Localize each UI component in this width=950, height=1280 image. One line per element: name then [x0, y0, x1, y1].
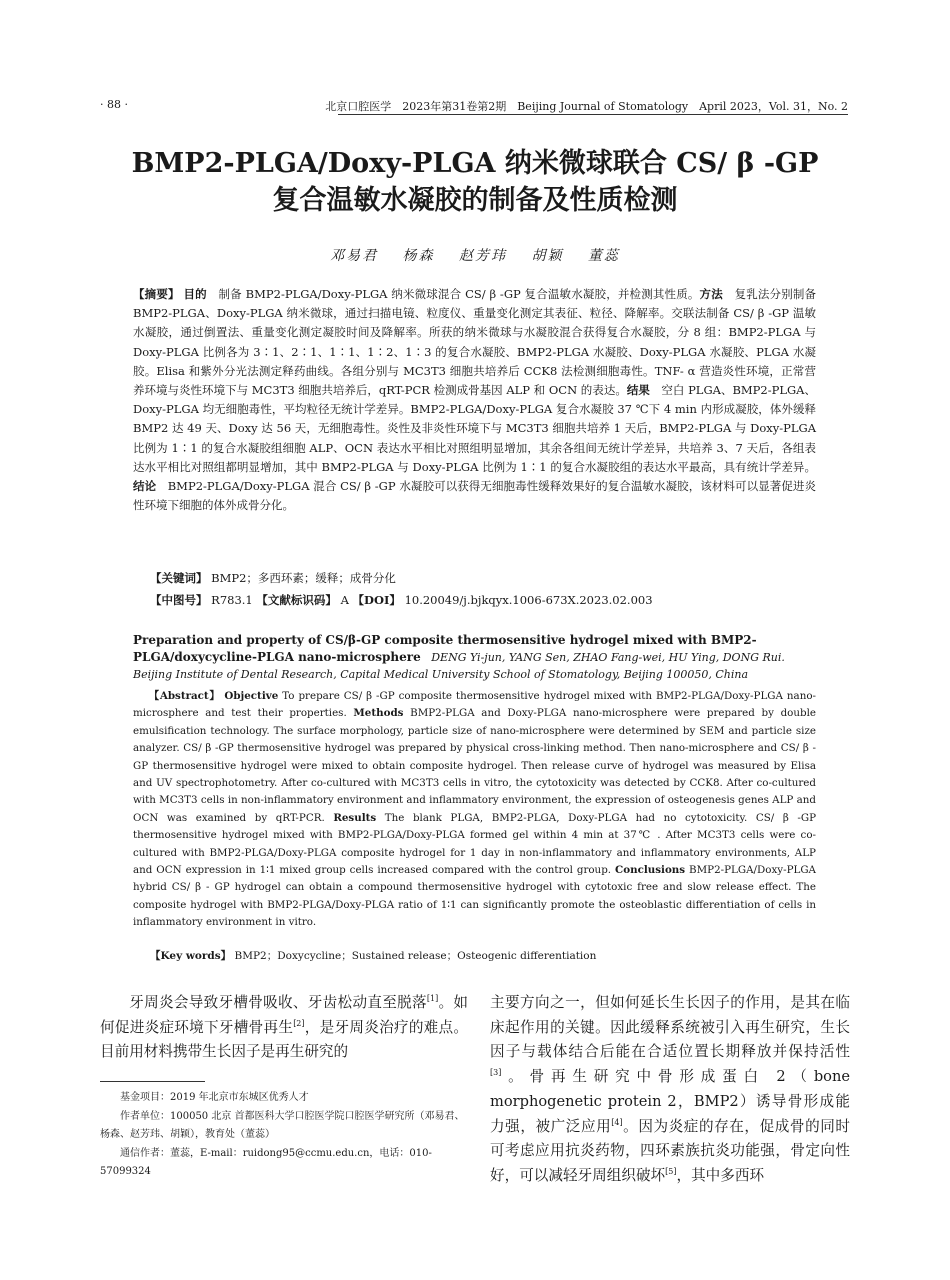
author: 董蕊 — [587, 248, 620, 264]
body-text: ，其中多西环 — [676, 1166, 765, 1184]
doi-value: 10.20049/j.bjkqyx.1006-673X.2023.02.003 — [404, 593, 653, 607]
en-objective-text: To prepare CS/ β -GP composite thermosensitive hydrogel mixed with BMP2-PLGA/Doxy-PLGA nano-microsphere and test their properties. — [133, 690, 817, 720]
page-number: · 88 · — [100, 98, 128, 111]
citation: [2] — [293, 1018, 305, 1028]
english-title: Preparation and property of CS/β-GP composite thermosensitive hydrogel mixed with BMP2-PLGA/doxycycline-PLGA nano-microsphere — [133, 633, 757, 664]
footnote-fund: 基金项目：2019 年北京市东城区优秀人才 — [120, 1092, 309, 1103]
classification-line — [150, 591, 653, 610]
running-header: 北京口腔医学 2023年第31卷第2期 Beijing Journal of Stomatology April 2023，Vol. 31，No. 2 — [325, 100, 848, 113]
footnote-correspondence: 通信作者：董蕊，E-mail：ruidong95@ccmu.edu.cn，电话：010-57099324 — [100, 1147, 432, 1177]
author-list — [0, 245, 950, 265]
body-text: ，是牙周炎治疗的难点。目前用材料携带生长因子是再生研究的 — [100, 1018, 468, 1061]
body-column-right — [490, 991, 850, 1189]
english-title-block — [133, 632, 816, 683]
clc-value: R783.1 — [211, 593, 253, 607]
results-text: 空白 PLGA、BMP2-PLGA、Doxy-PLGA 均无细胞毒性，平均粒径无统计学差异。BMP2-PLGA/Doxy-PLGA 复合水凝胶 37 ℃下 4 min 内形成凝胶，体外缓释 BMP2 达 49 天、Doxy 达 56 天，无细胞毒性。炎性及非炎性环境下与 MC3T3 细胞共培养 1 天后，BMP2-PLGA 与 Doxy-PLGA 比例为 1∶1 的复合水凝胶组细胞 ALP、OCN 表达水平相比对照组明显增加，其余各组间无统计学差异，共培养 3、7 天后，各组表达水平相比对照组都明显增加，其中 BMP2-PLGA 与 Doxy-PLGA 比例为 1∶1 的复合水凝胶组的表达水平最高，具有统计学差异。 — [133, 383, 816, 474]
methods-label: 方法 — [699, 287, 723, 301]
en-results-label: Results — [333, 811, 377, 824]
en-keywords-text: BMP2；Doxycycline；Sustained release；Osteogenic differentiation — [234, 950, 597, 962]
conclusion-label: 结论 — [133, 479, 157, 494]
doc-code-value: A — [340, 593, 349, 607]
citation: [1] — [426, 994, 439, 1004]
author: 杨森 — [402, 248, 435, 264]
en-conclusions-text: BMP2-PLGA/Doxy-PLGA hybrid CS/ β - GP hydrogel can obtain a compound thermosensitive hydrogel with cytotoxic free and slow release effect. The composite hydrogel with BMP2-PLGA/Doxy-PLGA ratio of 1∶1 can significantly promote the osteoblastic differentiation of cells in inflammatory environment in vitro. — [133, 864, 816, 929]
title-line-1: BMP2-PLGA/Doxy-PLGA 纳米微球联合 CS/ β -GP — [131, 148, 819, 179]
keywords-english — [150, 948, 596, 963]
clc-label: 【中图号】 — [150, 593, 208, 607]
header-rule — [338, 114, 848, 115]
keywords-chinese — [150, 569, 396, 588]
en-keywords-label: 【Key words】 — [150, 950, 232, 962]
doc-code-label: 【文献标识码】 — [256, 593, 337, 607]
author: 邓易君 — [330, 248, 379, 264]
abstract-chinese — [133, 285, 816, 515]
english-authors: DENG Yi-jun, YANG Sen, ZHAO Fang-wei, HU Ying, DONG Rui. Beijing Institute of Dental Research, Capital Medical University School of Stomatology, Beijing 100050, China — [133, 651, 785, 681]
body-text: 。因为炎症的存在，促成骨的同时可考虑应用抗炎药物，四环素族抗炎功能强，骨定向性好，可以减轻牙周组织破坏 — [490, 1117, 850, 1184]
keywords-text: BMP2；多西环素；缓释；成骨分化 — [211, 571, 396, 585]
abstract-english — [133, 688, 816, 932]
en-abstract-label: 【Abstract】 — [148, 690, 221, 702]
en-results-text: The blank PLGA, BMP2-PLGA, Doxy-PLGA had no cytotoxicity. CS/ β -GP thermosensitive hydrogel mixed with BMP2-PLGA/Doxy-PLGA formed gel within 4 min at 37℃ . After MC3T3 cells were co-cultured with BMP2-PLGA/Doxy-PLGA composite hydrogel for 1 day in non-inflammatory and inflammatory environments, ALP and OCN expression in 1∶1 mixed group cells increased compared with the control group. — [133, 811, 817, 877]
en-conclusions-label: Conclusions — [615, 864, 686, 877]
body-text: 。骨再生研究中骨形成蛋白 2（bone morphogenetic protein 2，BMP2）诱导骨形成能力强，被广泛应用 — [490, 1068, 850, 1135]
objective-label: 目的 — [183, 287, 207, 301]
keywords-label: 【关键词】 — [150, 571, 208, 585]
footnote-rule — [100, 1081, 205, 1082]
footnote-affiliation: 作者单位：100050 北京 首都医科大学口腔医学院口腔医学研究所（邓易君、杨森、赵芳玮、胡颖），教育处（董蕊） — [100, 1110, 465, 1140]
en-objective-label: Objective — [224, 690, 279, 702]
title-line-2: 复合温敏水凝胶的制备及性质检测 — [272, 185, 678, 216]
body-column-left — [100, 991, 468, 1065]
article-title — [60, 145, 890, 219]
citation: [4] — [611, 1117, 623, 1127]
doi-label: 【DOI】 — [352, 593, 401, 607]
en-methods-label: Methods — [353, 707, 404, 720]
body-text: 。如何促进炎症环境下牙槽骨再生 — [100, 994, 468, 1036]
citation: [3] — [490, 1068, 502, 1078]
results-label: 结果 — [626, 383, 650, 398]
author: 赵芳玮 — [459, 248, 507, 264]
abstract-label: 【摘要】 — [133, 287, 180, 301]
body-text: 主要方向之一，但如何延长生长因子的作用，是其在临床起作用的关键。因此缓释系统被引入再生研究，生长因子与载体结合后能在合适位置长期释放并保持活性 — [490, 994, 850, 1061]
author: 胡颖 — [531, 248, 564, 264]
objective-text: 制备 BMP2-PLGA/Doxy-PLGA 纳米微球混合 CS/ β -GP 复合温敏水凝胶，并检测其性质。 — [218, 287, 700, 301]
en-methods-text: BMP2-PLGA and Doxy-PLGA nano-microsphere were prepared by double emulsification technology. The surface morphology, particle size of nano-microsphere were determined by SEM and particle size analyzer. CS/ β -GP thermosensitive hydrogel was prepared by physical cross-linking method. Then nano-microsphere and CS/ β -GP thermosensitive hydrogel were mixed to obtain composite hydrogel. Then release curve of hydrogel was measured by Elisa and UV spectrophotometry. After co-cultured with MC3T3 cells in vitro, the cytotoxicity was detected by CCK8. After co-cultured with MC3T3 cells in non-inflammatory environment and inflammatory environment, the expression of osteogenesis genes ALP and OCN was examined by qRT-PCR. — [133, 707, 816, 824]
methods-text: 复乳法分别制备 BMP2-PLGA、Doxy-PLGA 纳米微球，通过扫描电镜、粒度仪、重量变化测定其表征、粒径、降解率。交联法制备 CS/ β -GP 温敏水凝胶，通过倒置法、重量变化测定凝胶时间及降解率。所获的纳米微球与水凝胶混合获得复合水凝胶，分 8 组：BMP2-PLGA 与 Doxy-PLGA 比例各为 3∶1、2∶1、1∶1、1∶2、1∶3 的复合水凝胶、BMP2-PLGA 水凝胶、Doxy-PLGA 水凝胶、PLGA 水凝胶。Elisa 和紫外分光法测定释药曲线。各组分别与 MC3T3 细胞共培养后 CCK8 法检测细胞毒性。TNF- α 营造炎性环境，正常营养环境与炎性环境下与 MC3T3 细胞共培养后，qRT-PCR 检测成骨基因 ALP 和 OCN 的表达。 — [133, 287, 817, 398]
footnotes — [100, 1089, 468, 1182]
conclusion-text: BMP2-PLGA/Doxy-PLGA 混合 CS/ β -GP 水凝胶可以获得无细胞毒性缓释效果好的复合温敏水凝胶，该材料可以显著促进炎性环境下细胞的体外成骨分化。 — [133, 479, 816, 513]
body-text: 牙周炎会导致牙槽骨吸收、牙齿松动直至脱落 — [129, 994, 427, 1011]
citation: [5] — [665, 1167, 677, 1177]
